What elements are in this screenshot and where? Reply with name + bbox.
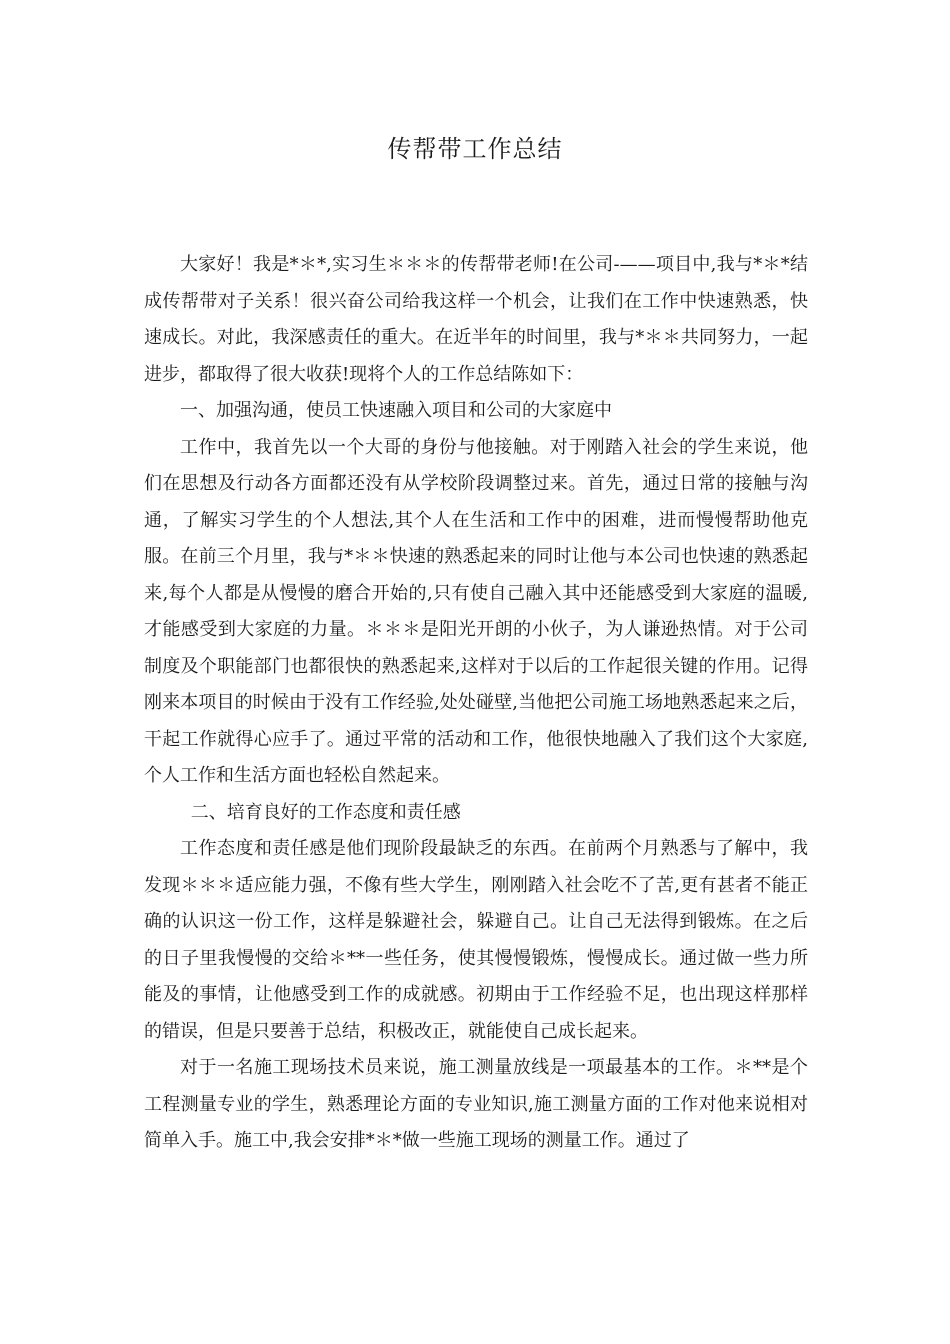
document-title: 传帮带工作总结 xyxy=(387,135,563,163)
paragraph-section-2: 工作态度和责任感是他们现阶段最缺乏的东西。在前两个月熟悉与了解中，我发现＊＊＊适应能力强，不像有些大学生，刚刚踏入社会吃不了苦,更有甚者不能正确的认识这一份工作，这样是躲避社会，躲避自己。让自己无法得到锻炼。在之后的日子里我慢慢的交给＊**一些任务，使其慢慢锻炼，慢慢成长。通过做一些力所能及的事情，让他感受到工作的成就感。初期由于工作经验不足，也出现这样那样的错误，但是只要善于总结，积极改正，就能使自己成长起来。 xyxy=(144,838,808,1042)
section-heading-2: 二、培育良好的工作态度和责任感 xyxy=(190,801,461,823)
paragraph-intro: 大家好！我是*＊*,实习生＊＊＊的传帮带老师!在公司-——项目中,我与*＊*结成传帮带对子关系！很兴奋公司给我这样一个机会，让我们在工作中快速熟悉，快速成长。对此，我深感责任的重大。在近半年的时间里，我与*＊＊共同努力，一起进步，都取得了很大收获!现将个人的工作总结陈如下： xyxy=(144,254,808,385)
section-heading-1: 一、加强沟通，使员工快速融入项目和公司的大家庭中 xyxy=(180,400,612,421)
paragraph-section-1: 工作中，我首先以一个大哥的身份与他接触。对于刚踏入社会的学生来说，他们在思想及行动各方面都还没有从学校阶段调整过来。首先，通过日常的接触与沟通，了解实习学生的个人想法,其个人在生活和工作中的困难，进而慢慢帮助他克服。在前三个月里，我与*＊＊快速的熟悉起来的同时让他与本公司也快速的熟悉起来,每个人都是从慢慢的磨合开始的,只有使自己融入其中还能感受到大家庭的温暖,才能感受到大家庭的力量。＊＊＊是阳光开朗的小伙子，为人谦逊热情。对于公司制度及个职能部门也都很快的熟悉起来,这样对于以后的工作起很关键的作用。记得刚来本项目的时候由于没有工作经验,处处碰壁,当他把公司施工场地熟悉起来之后，干起工作就得心应手了。通过平常的活动和工作，他很快地融入了我们这个大家庭,个人工作和生活方面也轻松自然起来。 xyxy=(144,436,808,786)
document-body xyxy=(144,247,808,1160)
paragraph-survey-work: 对于一名施工现场技术员来说，施工测量放线是一项最基本的工作。＊**是个工程测量专业的学生，熟悉理论方面的专业知识,施工测量方面的工作对他来说相对简单入手。施工中,我会安排*＊*做一些施工现场的测量工作。通过了 xyxy=(144,1057,808,1151)
